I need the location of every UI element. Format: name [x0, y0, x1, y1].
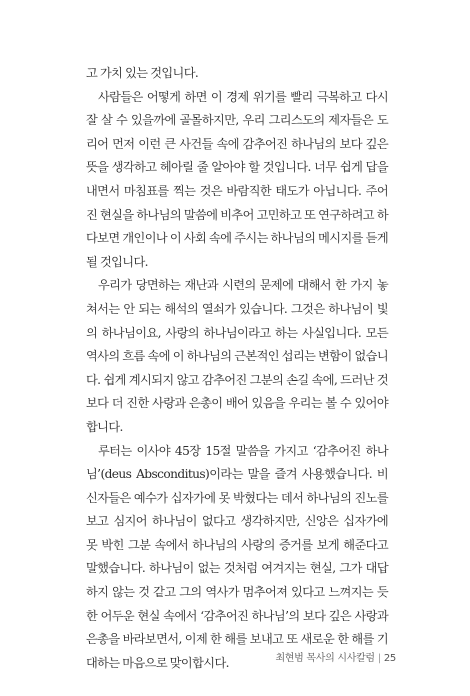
paragraph-continuation: 고 가치 있는 것입니다. [86, 66, 199, 80]
footer-separator: | [377, 653, 381, 664]
paragraph: 우리가 당면하는 재난과 시련의 문제에 대해서 한 가지 놓쳐서는 안 되는 해석의 열쇠가 있습니다. 그것은 하나님이 빛의 하나님이요, 사랑의 하나님이라고 하는 사실입니다. 모든 역사의 흐름 속에 이 하나님의 근본적인 섭리는 변함이 없습니다. 쉽게 계시되지 않고 감추어진 그분의 손길 속에, 드러난 것보다 더 진한 사랑과 은총이 배어 있음을 우리는 볼 수 있어야 합니다. [86, 278, 388, 434]
running-title: 최현범 목사의 시사칼럼 [275, 653, 375, 664]
body-text [86, 62, 388, 675]
page-number: 25 [383, 653, 396, 664]
paragraph: 루터는 이사야 45장 15절 말씀을 가지고 ‘감추어진 하나님’(deus Absconditus)이라는 말을 즐겨 사용했습니다. 비신자들은 예수가 십자가에 못 박혔다는 데서 하나님의 진노를 보고 심지어 하나님이 없다고 생각하지만, 신앙은 십자가에 못 박힌 그분 속에서 하나님의 사랑의 증거를 보게 해준다고 말했습니다. 하나님이 없는 것처럼 여겨지는 현실, 그가 대답하지 않는 것 같고 그의 역사가 멈추어져 있다고 느껴지는 듯한 어두운 현실 속에서 ‘감추어진 하나님’의 보다 깊은 사랑과 은총을 바라보면서, 이제 한 해를 보내고 또 새로운 한 해를 기대하는 마음으로 맞이합시다. [86, 443, 388, 670]
paragraph: 사람들은 어떻게 하면 이 경제 위기를 빨리 극복하고 다시 잘 살 수 있을까에 골몰하지만, 우리 그리스도의 제자들은 도리어 먼저 이런 큰 사건들 속에 감추어진 하나님의 보다 깊은 뜻을 생각하고 헤아릴 줄 알아야 할 것입니다. 너무 쉽게 답을 내면서 마침표를 찍는 것은 바람직한 태도가 아닙니다. 주어진 현실을 하나님의 말씀에 비추어 고민하고 또 연구하려고 하다보면 개인이나 이 사회 속에 주시는 하나님의 메시지를 듣게 될 것입니다. [86, 89, 388, 269]
page-footer [275, 649, 396, 664]
